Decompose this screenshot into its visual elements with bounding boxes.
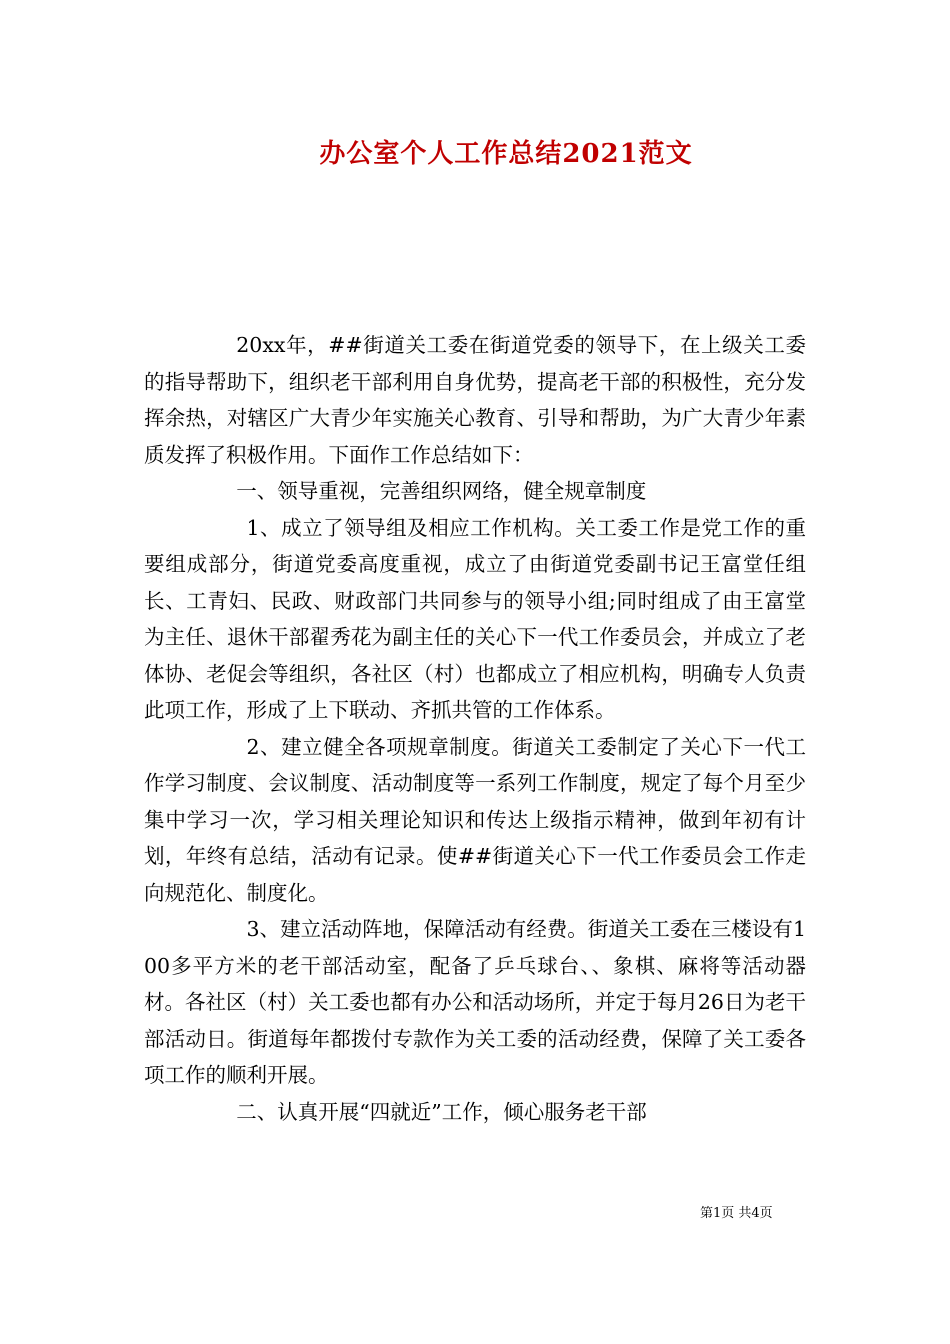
intro-paragraph: 20xx年，##街道关工委在街道党委的领导下，在上级关工委的指导帮助下，组织老干部利用自身优势，提高老干部的积极性，充分发挥余热，对辖区广大青少年实施关心教育、引导和帮助，为广大青少年素质发挥了积极作用。下面作工作总结如下： xyxy=(144,333,806,467)
paragraph-item-2: 2、建立健全各项规章制度。街道关工委制定了关心下一代工作学习制度、会议制度、活动制度等一系列工作制度，规定了每个月至少集中学习一次，学习相关理论知识和传达上级指示精神，做到年初有计划，年终有总结，活动有记录。使##街道关心下一代工作委员会工作走向规范化、制度化。 xyxy=(144,734,806,905)
document-body xyxy=(144,327,806,1130)
paragraph-item-3: 3、建立活动阵地，保障活动有经费。街道关工委在三楼设有100多平方米的老干部活动室，配备了乒乓球台、、象棋、麻将等活动器材。各社区（村）关工委也都有办公和活动场所，并定于每月26日为老干部活动日。街道每年都拨付专款作为关工委的活动经费，保障了关工委各项工作的顺利开展。 xyxy=(144,917,806,1087)
paragraph-item-1: 1、成立了领导组及相应工作机构。关工委工作是党工作的重要组成部分，街道党委高度重视，成立了由街道党委副书记王富堂任组长、工青妇、民政、财政部门共同参与的领导小组;同时组成了由王富堂为主任、退休干部翟秀花为副主任的关心下一代工作委员会，并成立了老体协、老促会等组织，各社区（村）也都成立了相应机构，明确专人负责此项工作，形成了上下联动、齐抓共管的工作体系。 xyxy=(144,515,806,722)
section-heading-2: 二、认真开展“四就近”工作，倾心服务老干部 xyxy=(236,1099,647,1124)
document-title: 办公室个人工作总结2021范文 xyxy=(319,139,693,169)
section-heading-1: 一、领导重视，完善组织网络，健全规章制度 xyxy=(236,479,647,503)
page-number-footer: 第1页 共4页 xyxy=(700,1206,773,1221)
